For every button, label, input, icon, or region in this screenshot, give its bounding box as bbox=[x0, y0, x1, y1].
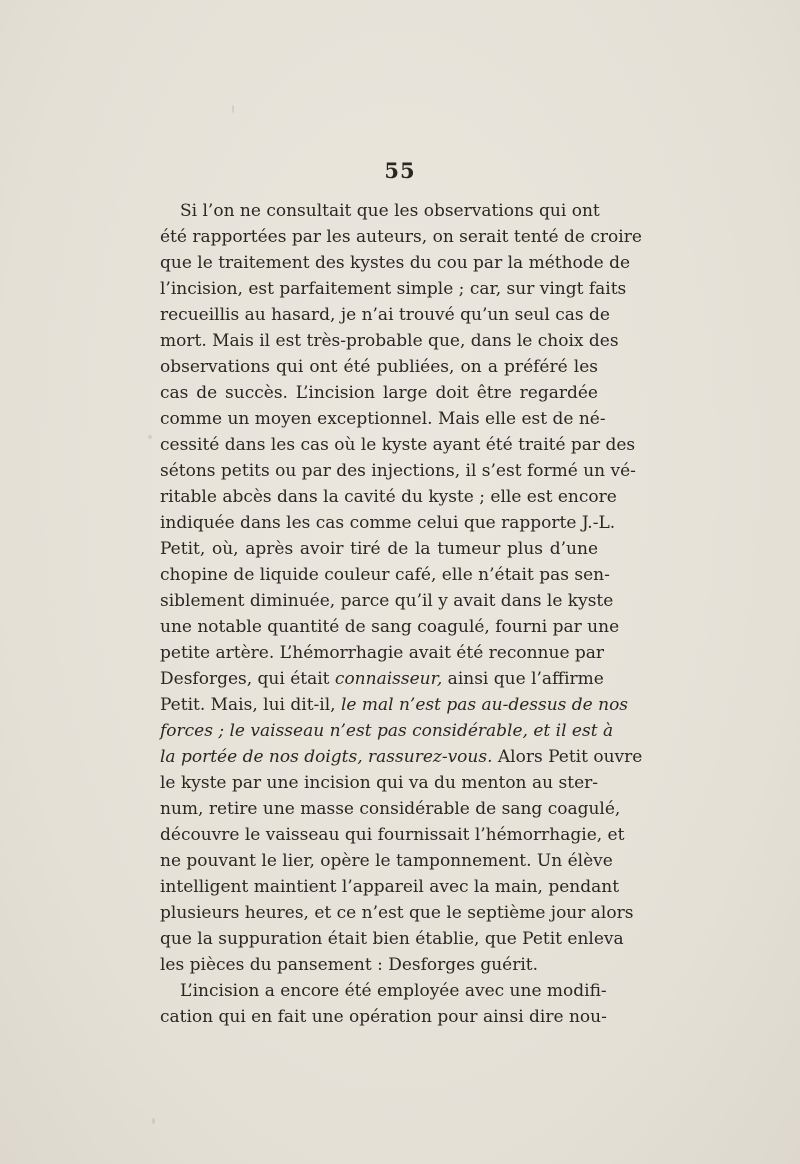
text-line bbox=[160, 900, 634, 926]
text-segment: ritable abcès dans la cavité du kyste ; elle est encore bbox=[160, 487, 617, 507]
text-line bbox=[160, 614, 620, 640]
text-line bbox=[160, 328, 619, 354]
text-segment: indiquée dans les cas comme celui que rapporte J.-L. bbox=[160, 513, 616, 533]
text-segment: les pièces du pansement : Desforges guérit. bbox=[160, 955, 539, 975]
text-line bbox=[160, 952, 598, 978]
text-line bbox=[160, 796, 621, 822]
text-segment: Desforges, qui était bbox=[160, 669, 335, 689]
text-line bbox=[160, 250, 631, 276]
text-segment: que le traitement des kystes du cou par la méthode de bbox=[160, 253, 631, 273]
text-line bbox=[160, 822, 625, 848]
text-line bbox=[160, 692, 629, 718]
text-line bbox=[160, 536, 598, 562]
text-line bbox=[160, 874, 620, 900]
text-line bbox=[160, 926, 624, 952]
text-line bbox=[160, 380, 598, 406]
text-line bbox=[160, 1004, 607, 1030]
text-segment: l’incision, est parfaitement simple ; car, sur vingt faits bbox=[160, 279, 627, 299]
text-line bbox=[160, 640, 605, 666]
text-segment: L’incision a encore été employée avec une modifi- bbox=[180, 981, 607, 1001]
text-segment: que la suppuration était bien établie, que Petit enleva bbox=[160, 929, 624, 949]
text-line bbox=[160, 744, 643, 770]
text-segment: intelligent maintient l’appareil avec la main, pendant bbox=[160, 877, 620, 897]
text-line bbox=[160, 562, 610, 588]
italic-text: la portée de nos doigts, rassurez-vous. bbox=[160, 747, 493, 767]
text-segment: siblement diminuée, parce qu’il y avait dans le kyste bbox=[160, 591, 614, 611]
text-line bbox=[160, 848, 613, 874]
text-segment: découvre le vaisseau qui fournissait l’hémorrhagie, et bbox=[160, 825, 625, 845]
text-line bbox=[160, 276, 627, 302]
text-segment: Alors Petit ouvre bbox=[492, 747, 643, 767]
text-segment: observations qui ont été publiées, on a préféré les bbox=[160, 357, 598, 377]
italic-text: forces ; le vaisseau n’est pas considérable, et il est à bbox=[160, 721, 614, 741]
text-segment: Si l’on ne consultait que les observations qui ont bbox=[180, 201, 600, 221]
italic-text: le mal n’est pas au-dessus de nos bbox=[340, 695, 629, 715]
text-line bbox=[160, 978, 607, 1004]
text-line bbox=[160, 718, 614, 744]
text-line bbox=[160, 588, 614, 614]
italic-text: connaisseur, bbox=[334, 669, 443, 689]
text-segment: le kyste par une incision qui va du menton au ster- bbox=[160, 773, 598, 793]
text-segment: été rapportées par les auteurs, on serait tenté de croire bbox=[160, 227, 642, 247]
text-line bbox=[160, 666, 604, 692]
text-segment: Petit, où, après avoir tiré de la tumeur plus d’une bbox=[160, 539, 598, 559]
body-text bbox=[160, 198, 643, 1030]
text-segment: cation qui en fait une opération pour ainsi dire nou- bbox=[160, 1007, 607, 1027]
text-segment: petite artère. L’hémorrhagie avait été reconnue par bbox=[160, 643, 605, 663]
text-line bbox=[160, 354, 598, 380]
text-line bbox=[160, 770, 598, 796]
paper-spot bbox=[232, 105, 234, 113]
text-line bbox=[160, 302, 610, 328]
text-segment: sétons petits ou par des injections, il s’est formé un vé- bbox=[160, 461, 636, 481]
page-number: 55 bbox=[384, 158, 416, 183]
text-segment: ainsi que l’affirme bbox=[442, 669, 604, 689]
text-segment: comme un moyen exceptionnel. Mais elle est de né- bbox=[160, 409, 606, 429]
paper-spot bbox=[148, 435, 152, 439]
text-segment: recueillis au hasard, je n’ai trouvé qu’un seul cas de bbox=[160, 305, 610, 325]
text-segment: cessité dans les cas où le kyste ayant été traité par des bbox=[160, 435, 636, 455]
text-segment: chopine de liquide couleur café, elle n’était pas sen- bbox=[160, 565, 610, 585]
text-line bbox=[160, 198, 598, 224]
text-segment: num, retire une masse considérable de sang coagulé, bbox=[160, 799, 621, 819]
text-line bbox=[160, 484, 617, 510]
text-segment: plusieurs heures, et ce n’est que le septième jour alors bbox=[160, 903, 634, 923]
text-line bbox=[160, 224, 642, 250]
text-line bbox=[160, 406, 606, 432]
text-segment: cas de succès. L’incision large doit être regardée bbox=[160, 383, 598, 403]
text-line bbox=[160, 510, 616, 536]
text-segment: ne pouvant le lier, opère le tamponnement. Un élève bbox=[160, 851, 613, 871]
text-segment: Petit. Mais, lui dit-il, bbox=[160, 695, 341, 715]
text-segment: mort. Mais il est très-probable que, dans le choix des bbox=[160, 331, 619, 351]
paper-spot bbox=[152, 1118, 155, 1124]
text-line bbox=[160, 432, 636, 458]
text-line bbox=[160, 458, 636, 484]
text-segment: une notable quantité de sang coagulé, fourni par une bbox=[160, 617, 620, 637]
